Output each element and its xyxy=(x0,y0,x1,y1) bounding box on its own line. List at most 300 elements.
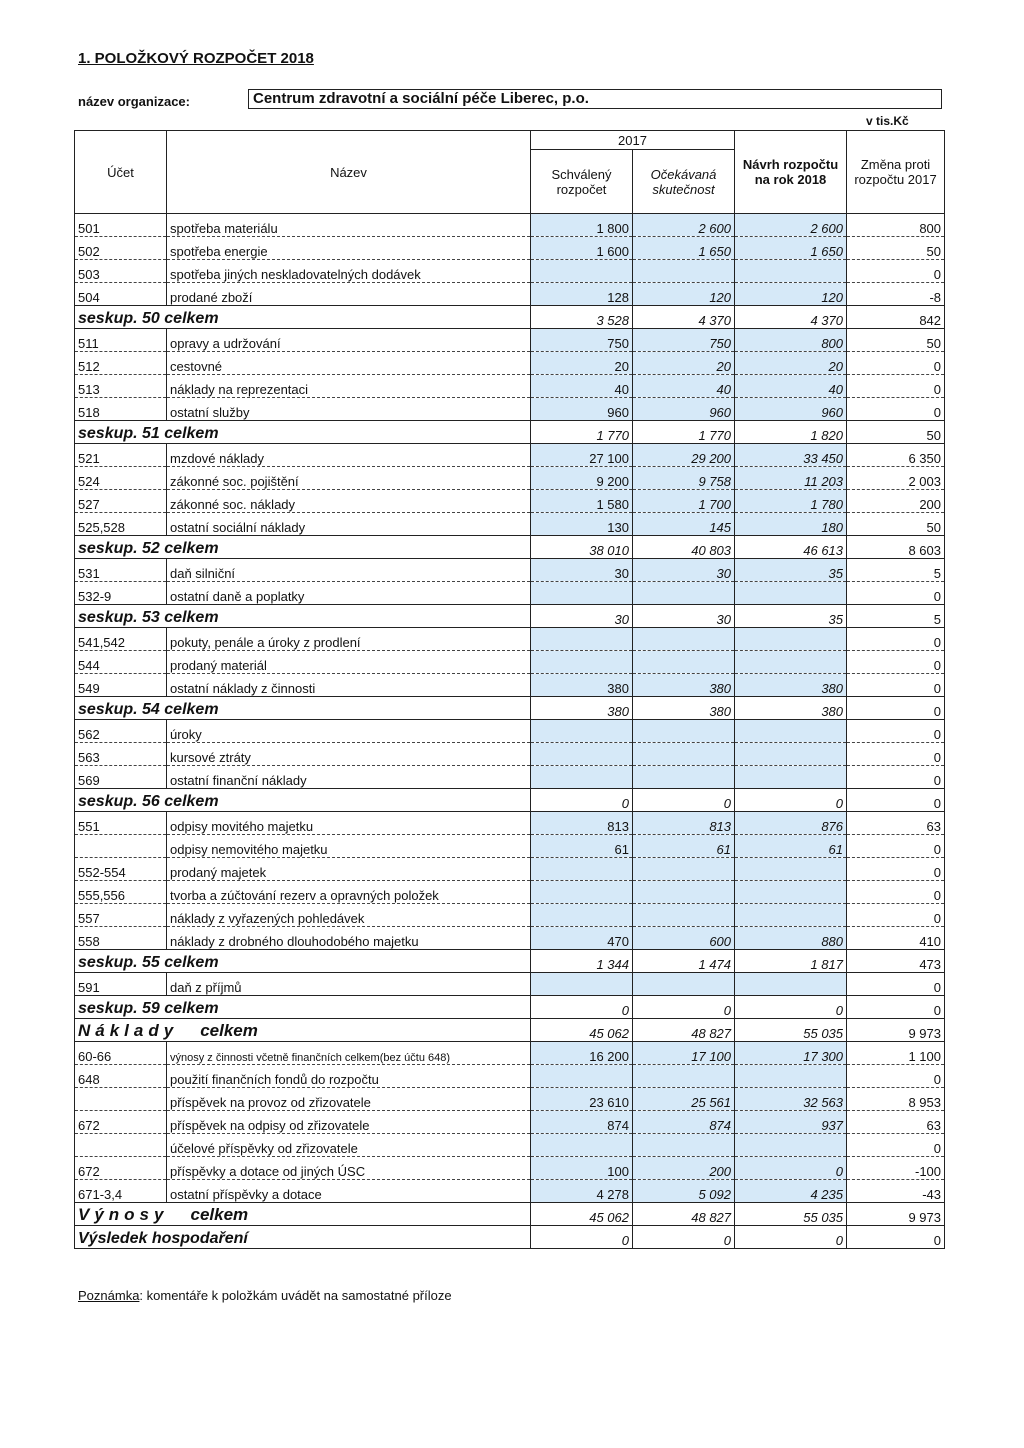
change-cell: 1 100 xyxy=(847,1042,945,1065)
approved-cell xyxy=(531,1134,633,1157)
proposal-cell: 800 xyxy=(735,329,847,352)
change-cell: 0 xyxy=(847,743,945,766)
change-cell: 0 xyxy=(847,674,945,697)
name-cell: ostatní příspěvky a dotace xyxy=(167,1180,531,1203)
change-cell: 0 xyxy=(847,904,945,927)
table-row xyxy=(75,237,945,260)
name-cell: odpisy movitého majetku xyxy=(167,812,531,835)
change-cell: -43 xyxy=(847,1180,945,1203)
approved-cell xyxy=(531,904,633,927)
account-cell: 60-66 xyxy=(75,1042,167,1065)
approved-cell: 813 xyxy=(531,812,633,835)
name-cell: kursové ztráty xyxy=(167,743,531,766)
proposal-cell: 380 xyxy=(735,697,847,720)
expected-cell: 0 xyxy=(633,789,735,812)
approved-cell: 0 xyxy=(531,789,633,812)
account-cell xyxy=(75,835,167,858)
table-row xyxy=(75,628,945,651)
table-row xyxy=(75,260,945,283)
subtotal-row xyxy=(75,789,945,812)
expected-cell: 25 561 xyxy=(633,1088,735,1111)
account-cell: 672 xyxy=(75,1157,167,1180)
name-cell: opravy a udržování xyxy=(167,329,531,352)
account-cell: 503 xyxy=(75,260,167,283)
expected-cell: 1 700 xyxy=(633,490,735,513)
proposal-cell: 1 780 xyxy=(735,490,847,513)
proposal-cell: 0 xyxy=(735,996,847,1019)
change-cell: -8 xyxy=(847,283,945,306)
name-cell: mzdové náklady xyxy=(167,444,531,467)
table-row xyxy=(75,1180,945,1203)
account-cell: 501 xyxy=(75,214,167,237)
header-approved: Schválený rozpočet xyxy=(531,150,633,214)
total-label xyxy=(75,1203,531,1226)
expected-cell: 145 xyxy=(633,513,735,536)
header-account: Účet xyxy=(75,131,167,214)
name-cell: náklady z vyřazených pohledávek xyxy=(167,904,531,927)
name-cell: prodaný majetek xyxy=(167,858,531,881)
result-row xyxy=(75,1226,945,1249)
name-cell: cestovné xyxy=(167,352,531,375)
change-cell: 800 xyxy=(847,214,945,237)
proposal-cell: 0 xyxy=(735,789,847,812)
expected-cell xyxy=(633,973,735,996)
change-cell: 200 xyxy=(847,490,945,513)
table-row xyxy=(75,467,945,490)
organization-name-field[interactable]: Centrum zdravotní a sociální péče Liberec, p.o. xyxy=(248,89,942,109)
name-cell: prodaný materiál xyxy=(167,651,531,674)
account-cell xyxy=(75,1088,167,1111)
name-cell: náklady z drobného dlouhodobého majetku xyxy=(167,927,531,950)
change-cell: 9 973 xyxy=(847,1019,945,1042)
change-cell: 0 xyxy=(847,582,945,605)
header-name: Název xyxy=(167,131,531,214)
expected-cell: 61 xyxy=(633,835,735,858)
name-cell: úroky xyxy=(167,720,531,743)
expected-cell: 48 827 xyxy=(633,1203,735,1226)
name-cell: příspěvky a dotace od jiných ÚSC xyxy=(167,1157,531,1180)
proposal-cell xyxy=(735,858,847,881)
expected-cell xyxy=(633,1134,735,1157)
approved-cell: 30 xyxy=(531,605,633,628)
expected-cell: 5 092 xyxy=(633,1180,735,1203)
subtotal-label: seskup. 55 celkem xyxy=(75,950,531,973)
proposal-cell: 46 613 xyxy=(735,536,847,559)
table-row xyxy=(75,214,945,237)
account-cell: 569 xyxy=(75,766,167,789)
table-row xyxy=(75,444,945,467)
approved-cell: 45 062 xyxy=(531,1203,633,1226)
change-cell: 0 xyxy=(847,697,945,720)
change-cell: 50 xyxy=(847,513,945,536)
table-row xyxy=(75,766,945,789)
proposal-cell xyxy=(735,1134,847,1157)
account-cell: 591 xyxy=(75,973,167,996)
table-row xyxy=(75,720,945,743)
table-row xyxy=(75,743,945,766)
approved-cell: 130 xyxy=(531,513,633,536)
proposal-cell xyxy=(735,743,847,766)
approved-cell: 960 xyxy=(531,398,633,421)
proposal-cell: 20 xyxy=(735,352,847,375)
proposal-cell: 0 xyxy=(735,1157,847,1180)
proposal-cell: 120 xyxy=(735,283,847,306)
approved-cell xyxy=(531,766,633,789)
table-row xyxy=(75,927,945,950)
change-cell: 6 350 xyxy=(847,444,945,467)
proposal-cell: 32 563 xyxy=(735,1088,847,1111)
table-row xyxy=(75,651,945,674)
change-cell: -100 xyxy=(847,1157,945,1180)
expected-cell xyxy=(633,766,735,789)
account-cell: 648 xyxy=(75,1065,167,1088)
expected-cell: 1 650 xyxy=(633,237,735,260)
table-row xyxy=(75,329,945,352)
expected-cell: 40 803 xyxy=(633,536,735,559)
change-cell: 0 xyxy=(847,1065,945,1088)
table-row xyxy=(75,375,945,398)
proposal-cell xyxy=(735,881,847,904)
account-cell: 521 xyxy=(75,444,167,467)
approved-cell: 380 xyxy=(531,697,633,720)
change-cell: 0 xyxy=(847,858,945,881)
table-row xyxy=(75,835,945,858)
change-cell: 0 xyxy=(847,766,945,789)
expected-cell: 1 474 xyxy=(633,950,735,973)
name-cell: účelové příspěvky od zřizovatele xyxy=(167,1134,531,1157)
account-cell: 541,542 xyxy=(75,628,167,651)
expected-cell xyxy=(633,628,735,651)
expected-cell: 600 xyxy=(633,927,735,950)
approved-cell: 1 580 xyxy=(531,490,633,513)
approved-cell: 23 610 xyxy=(531,1088,633,1111)
change-cell: 63 xyxy=(847,812,945,835)
expected-cell: 874 xyxy=(633,1111,735,1134)
subtotal-row xyxy=(75,605,945,628)
account-cell: 524 xyxy=(75,467,167,490)
subtotal-label: seskup. 52 celkem xyxy=(75,536,531,559)
table-row xyxy=(75,398,945,421)
expected-cell: 40 xyxy=(633,375,735,398)
change-cell: 8 953 xyxy=(847,1088,945,1111)
organization-label: název organizace: xyxy=(78,94,190,109)
approved-cell: 1 800 xyxy=(531,214,633,237)
name-cell: daň z příjmů xyxy=(167,973,531,996)
proposal-cell: 380 xyxy=(735,674,847,697)
name-cell: příspěvek na provoz od zřizovatele xyxy=(167,1088,531,1111)
approved-cell: 27 100 xyxy=(531,444,633,467)
proposal-cell xyxy=(735,720,847,743)
change-cell: 50 xyxy=(847,329,945,352)
name-cell: spotřeba energie xyxy=(167,237,531,260)
expected-cell xyxy=(633,904,735,927)
approved-cell: 38 010 xyxy=(531,536,633,559)
proposal-cell: 1 820 xyxy=(735,421,847,444)
proposal-cell xyxy=(735,973,847,996)
name-cell: zákonné soc. náklady xyxy=(167,490,531,513)
total-row xyxy=(75,1019,945,1042)
total-label xyxy=(75,1019,531,1042)
approved-cell: 40 xyxy=(531,375,633,398)
table-row xyxy=(75,881,945,904)
account-cell: 518 xyxy=(75,398,167,421)
proposal-cell: 960 xyxy=(735,398,847,421)
change-cell: 0 xyxy=(847,260,945,283)
proposal-cell xyxy=(735,260,847,283)
approved-cell: 16 200 xyxy=(531,1042,633,1065)
subtotal-label: seskup. 56 celkem xyxy=(75,789,531,812)
proposal-cell: 1 650 xyxy=(735,237,847,260)
account-cell: 513 xyxy=(75,375,167,398)
change-cell: 0 xyxy=(847,398,945,421)
table-row xyxy=(75,973,945,996)
account-cell xyxy=(75,1134,167,1157)
approved-cell xyxy=(531,582,633,605)
name-cell: příspěvek na odpisy od zřizovatele xyxy=(167,1111,531,1134)
expected-cell: 2 600 xyxy=(633,214,735,237)
account-cell: 552-554 xyxy=(75,858,167,881)
subtotal-label: seskup. 59 celkem xyxy=(75,996,531,1019)
header-proposal: Návrh rozpočtu na rok 2018 xyxy=(735,131,847,214)
table-row xyxy=(75,674,945,697)
proposal-cell xyxy=(735,904,847,927)
account-cell: 527 xyxy=(75,490,167,513)
approved-cell: 1 770 xyxy=(531,421,633,444)
account-cell: 525,528 xyxy=(75,513,167,536)
expected-cell: 30 xyxy=(633,559,735,582)
change-cell: 0 xyxy=(847,628,945,651)
expected-cell: 120 xyxy=(633,283,735,306)
name-cell: zákonné soc. pojištění xyxy=(167,467,531,490)
total-label-main: Náklady xyxy=(78,1021,179,1040)
name-cell: náklady na reprezentaci xyxy=(167,375,531,398)
table-row xyxy=(75,1065,945,1088)
table-row xyxy=(75,582,945,605)
change-cell: 8 603 xyxy=(847,536,945,559)
name-cell: ostatní daně a poplatky xyxy=(167,582,531,605)
change-cell: 5 xyxy=(847,605,945,628)
page-title: 1. POLOŽKOVÝ ROZPOČET 2018 xyxy=(78,50,314,67)
account-cell: 504 xyxy=(75,283,167,306)
change-cell: 410 xyxy=(847,927,945,950)
approved-cell: 4 278 xyxy=(531,1180,633,1203)
expected-cell: 200 xyxy=(633,1157,735,1180)
approved-cell xyxy=(531,720,633,743)
expected-cell xyxy=(633,858,735,881)
subtotal-label: seskup. 53 celkem xyxy=(75,605,531,628)
account-cell: 672 xyxy=(75,1111,167,1134)
approved-cell xyxy=(531,1065,633,1088)
name-cell: použití finančních fondů do rozpočtu xyxy=(167,1065,531,1088)
subtotal-label: seskup. 50 celkem xyxy=(75,306,531,329)
change-cell: 0 xyxy=(847,973,945,996)
account-cell: 502 xyxy=(75,237,167,260)
account-cell: 671-3,4 xyxy=(75,1180,167,1203)
account-cell: 512 xyxy=(75,352,167,375)
name-cell: prodané zboží xyxy=(167,283,531,306)
proposal-cell: 0 xyxy=(735,1226,847,1249)
account-cell: 557 xyxy=(75,904,167,927)
header-year: 2017 xyxy=(531,131,735,150)
expected-cell: 813 xyxy=(633,812,735,835)
approved-cell: 470 xyxy=(531,927,633,950)
subtotal-row xyxy=(75,536,945,559)
proposal-cell: 180 xyxy=(735,513,847,536)
expected-cell xyxy=(633,582,735,605)
subtotal-row xyxy=(75,306,945,329)
table-row xyxy=(75,559,945,582)
approved-cell: 45 062 xyxy=(531,1019,633,1042)
change-cell: 63 xyxy=(847,1111,945,1134)
account-cell: 531 xyxy=(75,559,167,582)
approved-cell xyxy=(531,743,633,766)
budget-table xyxy=(74,130,945,1249)
account-cell: 511 xyxy=(75,329,167,352)
subtotal-row xyxy=(75,996,945,1019)
proposal-cell: 2 600 xyxy=(735,214,847,237)
approved-cell: 3 528 xyxy=(531,306,633,329)
proposal-cell xyxy=(735,766,847,789)
expected-cell xyxy=(633,743,735,766)
change-cell: 0 xyxy=(847,375,945,398)
proposal-cell: 35 xyxy=(735,559,847,582)
header-expected: Očekávaná skutečnost xyxy=(633,150,735,214)
change-cell: 0 xyxy=(847,996,945,1019)
expected-cell: 9 758 xyxy=(633,467,735,490)
approved-cell: 380 xyxy=(531,674,633,697)
change-cell: 0 xyxy=(847,352,945,375)
proposal-cell: 55 035 xyxy=(735,1203,847,1226)
approved-cell: 750 xyxy=(531,329,633,352)
proposal-cell: 4 235 xyxy=(735,1180,847,1203)
change-cell: 0 xyxy=(847,1134,945,1157)
proposal-cell: 55 035 xyxy=(735,1019,847,1042)
expected-cell: 17 100 xyxy=(633,1042,735,1065)
approved-cell xyxy=(531,858,633,881)
proposal-cell: 35 xyxy=(735,605,847,628)
approved-cell: 20 xyxy=(531,352,633,375)
footnote-text: : komentáře k položkám uvádět na samostatné příloze xyxy=(139,1288,452,1303)
approved-cell xyxy=(531,973,633,996)
account-cell: 555,556 xyxy=(75,881,167,904)
name-cell: ostatní náklady z činnosti xyxy=(167,674,531,697)
proposal-cell: 1 817 xyxy=(735,950,847,973)
change-cell: 0 xyxy=(847,1226,945,1249)
name-cell: odpisy nemovitého majetku xyxy=(167,835,531,858)
approved-cell: 1 600 xyxy=(531,237,633,260)
table-row xyxy=(75,513,945,536)
proposal-cell: 937 xyxy=(735,1111,847,1134)
expected-cell: 30 xyxy=(633,605,735,628)
expected-cell: 4 370 xyxy=(633,306,735,329)
change-cell: 2 003 xyxy=(847,467,945,490)
table-row xyxy=(75,1042,945,1065)
header-change: Změna proti rozpočtu 2017 xyxy=(847,131,945,214)
proposal-cell: 40 xyxy=(735,375,847,398)
table-row xyxy=(75,352,945,375)
expected-cell: 380 xyxy=(633,674,735,697)
expected-cell xyxy=(633,1065,735,1088)
name-cell: ostatní služby xyxy=(167,398,531,421)
subtotal-label: Výsledek hospodaření xyxy=(75,1226,531,1249)
change-cell: 0 xyxy=(847,789,945,812)
expected-cell: 960 xyxy=(633,398,735,421)
name-cell: tvorba a zúčtování rezerv a opravných položek xyxy=(167,881,531,904)
expected-cell: 0 xyxy=(633,996,735,1019)
expected-cell xyxy=(633,720,735,743)
account-cell: 563 xyxy=(75,743,167,766)
approved-cell: 874 xyxy=(531,1111,633,1134)
proposal-cell: 17 300 xyxy=(735,1042,847,1065)
expected-cell: 0 xyxy=(633,1226,735,1249)
table-row xyxy=(75,904,945,927)
account-cell: 544 xyxy=(75,651,167,674)
subtotal-row xyxy=(75,697,945,720)
name-cell: daň silniční xyxy=(167,559,531,582)
name-cell: pokuty, penále a úroky z prodlení xyxy=(167,628,531,651)
approved-cell: 61 xyxy=(531,835,633,858)
expected-cell xyxy=(633,651,735,674)
table-row xyxy=(75,1088,945,1111)
proposal-cell: 61 xyxy=(735,835,847,858)
expected-cell: 1 770 xyxy=(633,421,735,444)
proposal-cell xyxy=(735,582,847,605)
change-cell: 50 xyxy=(847,421,945,444)
expected-cell: 750 xyxy=(633,329,735,352)
proposal-cell: 11 203 xyxy=(735,467,847,490)
change-cell: 0 xyxy=(847,720,945,743)
total-row xyxy=(75,1203,945,1226)
account-cell: 551 xyxy=(75,812,167,835)
expected-cell xyxy=(633,260,735,283)
approved-cell: 128 xyxy=(531,283,633,306)
name-cell: ostatní sociální náklady xyxy=(167,513,531,536)
name-cell: ostatní finanční náklady xyxy=(167,766,531,789)
footnote-label: Poznámka xyxy=(78,1288,140,1303)
approved-cell: 100 xyxy=(531,1157,633,1180)
subtotal-row xyxy=(75,950,945,973)
approved-cell: 30 xyxy=(531,559,633,582)
expected-cell: 29 200 xyxy=(633,444,735,467)
name-cell: spotřeba materiálu xyxy=(167,214,531,237)
approved-cell: 1 344 xyxy=(531,950,633,973)
proposal-cell xyxy=(735,628,847,651)
footnote xyxy=(78,1288,452,1303)
account-cell: 562 xyxy=(75,720,167,743)
total-label-suffix: celkem xyxy=(200,1021,258,1040)
expected-cell: 48 827 xyxy=(633,1019,735,1042)
subtotal-label: seskup. 54 celkem xyxy=(75,697,531,720)
total-label-suffix: celkem xyxy=(190,1205,249,1224)
change-cell: 50 xyxy=(847,237,945,260)
total-label-main: Výnosy xyxy=(78,1205,169,1224)
account-cell: 549 xyxy=(75,674,167,697)
proposal-cell: 33 450 xyxy=(735,444,847,467)
approved-cell xyxy=(531,628,633,651)
change-cell: 0 xyxy=(847,651,945,674)
table-row xyxy=(75,812,945,835)
change-cell: 0 xyxy=(847,881,945,904)
change-cell: 0 xyxy=(847,835,945,858)
change-cell: 842 xyxy=(847,306,945,329)
approved-cell xyxy=(531,260,633,283)
approved-cell: 0 xyxy=(531,1226,633,1249)
approved-cell xyxy=(531,881,633,904)
table-row xyxy=(75,1134,945,1157)
name-cell: spotřeba jiných neskladovatelných dodávek xyxy=(167,260,531,283)
table-row xyxy=(75,283,945,306)
subtotal-row xyxy=(75,421,945,444)
